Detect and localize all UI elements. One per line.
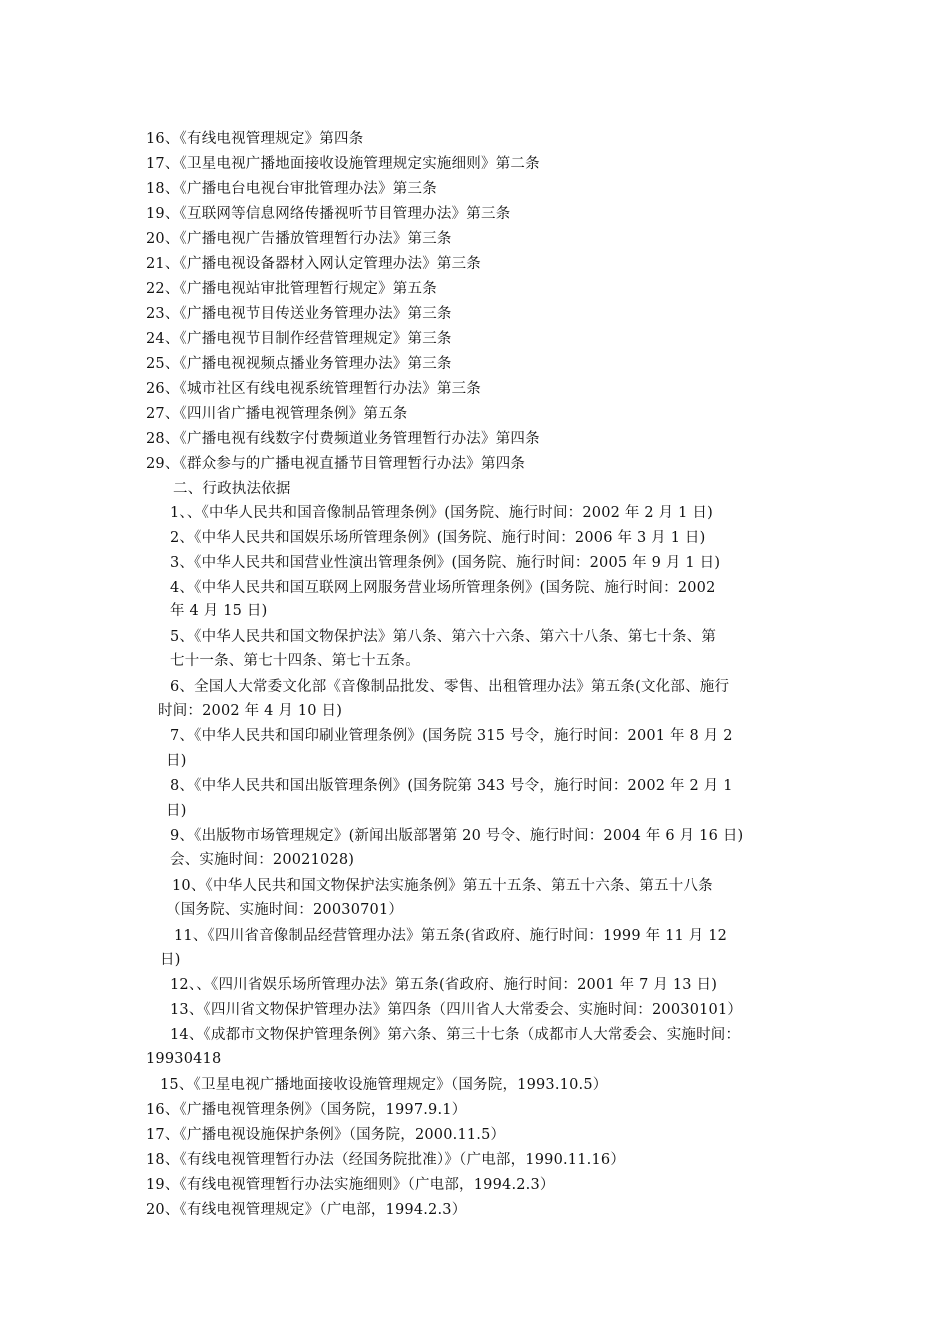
text-line: 23、《广播电视节目传送业务管理办法》第三条 [146,306,452,322]
text-line: 七十一条、第七十四条、第七十五条。 [170,653,420,669]
text-line: 日) [166,753,187,769]
text-line: 10、《中华人民共和国文物保护法实施条例》第五十五条、第五十六条、第五十八条 [172,878,713,894]
text-line: 15、《卫星电视广播地面接收设施管理规定》（国务院，1993.10.5） [160,1077,608,1093]
text-line: 16、《广播电视管理条例》（国务院，1997.9.1） [146,1102,467,1118]
text-line: 9、《出版物市场管理规定》(新闻出版部署第 20 号令、施行时间：2004 年 6 月 16 日) [170,828,744,844]
text-line: 18、《有线电视管理暂行办法（经国务院批准）》（广电部，1990.11.16） [146,1152,626,1168]
text-line: （国务院、实施时间：20030701） [166,902,404,918]
text-line: 22、《广播电视站审批管理暂行规定》第五条 [146,281,437,297]
text-line: 会、实施时间：20021028) [170,852,355,868]
text-line: 7、《中华人民共和国印刷业管理条例》(国务院 315 号令，施行时间：2001 年 8 月 2 [170,728,733,744]
section-heading: 二、行政执法依据 [173,481,291,497]
text-line: 13、《四川省文物保护管理办法》第四条（四川省人大常委会、实施时间：20030101） [170,1002,743,1018]
text-line: 18、《广播电台电视台审批管理办法》第三条 [146,181,437,197]
text-line: 17、《卫星电视广播地面接收设施管理规定实施细则》第二条 [146,156,540,172]
text-line: 3、《中华人民共和国营业性演出管理条例》(国务院、施行时间：2005 年 9 月 1 日) [170,555,721,571]
text-line: 19、《有线电视管理暂行办法实施细则》（广电部，1994.2.3） [146,1177,555,1193]
text-line: 19、《互联网等信息网络传播视听节目管理办法》第三条 [146,206,511,222]
text-line: 20、《有线电视管理规定》（广电部，1994.2.3） [146,1202,467,1218]
text-line: 29、《群众参与的广播电视直播节目管理暂行办法》第四条 [146,456,526,472]
text-line: 24、《广播电视节目制作经营管理规定》第三条 [146,331,452,347]
text-line: 日) [160,952,181,968]
text-line: 6、全国人大常委文化部《音像制品批发、零售、出租管理办法》第五条(文化部、施行 [170,679,730,695]
text-line: 17、《广播电视设施保护条例》（国务院，2000.11.5） [146,1127,506,1143]
text-line: 14、《成都市文物保护管理条例》第六条、第三十七条（成都市人大常委会、实施时间： [170,1027,741,1043]
text-line: 25、《广播电视视频点播业务管理办法》第三条 [146,356,452,372]
text-line: 26、《城市社区有线电视系统管理暂行办法》第三条 [146,381,481,397]
text-line: 5、《中华人民共和国文物保护法》第八条、第六十六条、第六十八条、第七十条、第 [170,629,717,645]
text-line: 27、《四川省广播电视管理条例》第五条 [146,406,408,422]
text-line: 日) [166,803,187,819]
text-line: 12、、《四川省娱乐场所管理办法》第五条(省政府、施行时间：2001 年 7 月 13 日) [170,977,718,993]
text-line: 19930418 [146,1051,222,1067]
text-line: 28、《广播电视有线数字付费频道业务管理暂行办法》第四条 [146,431,540,447]
text-line: 21、《广播电视设备器材入网认定管理办法》第三条 [146,256,481,272]
text-line: 4、《中华人民共和国互联网上网服务营业场所管理条例》(国务院、施行时间：2002 [170,580,716,596]
text-line: 时间：2002 年 4 月 10 日) [158,703,343,719]
text-line: 年 4 月 15 日) [170,603,268,619]
text-line: 2、《中华人民共和国娱乐场所管理条例》(国务院、施行时间：2006 年 3 月 1 日) [170,530,706,546]
text-line: 16、《有线电视管理规定》第四条 [146,131,364,147]
text-line: 8、《中华人民共和国出版管理条例》(国务院第 343 号令，施行时间：2002 年 2 月 1 [170,778,733,794]
text-line: 1、、《中华人民共和国音像制品管理条例》(国务院、施行时间：2002 年 2 月 1 日) [170,505,713,521]
text-line: 11、《四川省音像制品经营管理办法》第五条(省政府、施行时间：1999 年 11 月 12 [174,928,728,944]
text-line: 20、《广播电视广告播放管理暂行办法》第三条 [146,231,452,247]
